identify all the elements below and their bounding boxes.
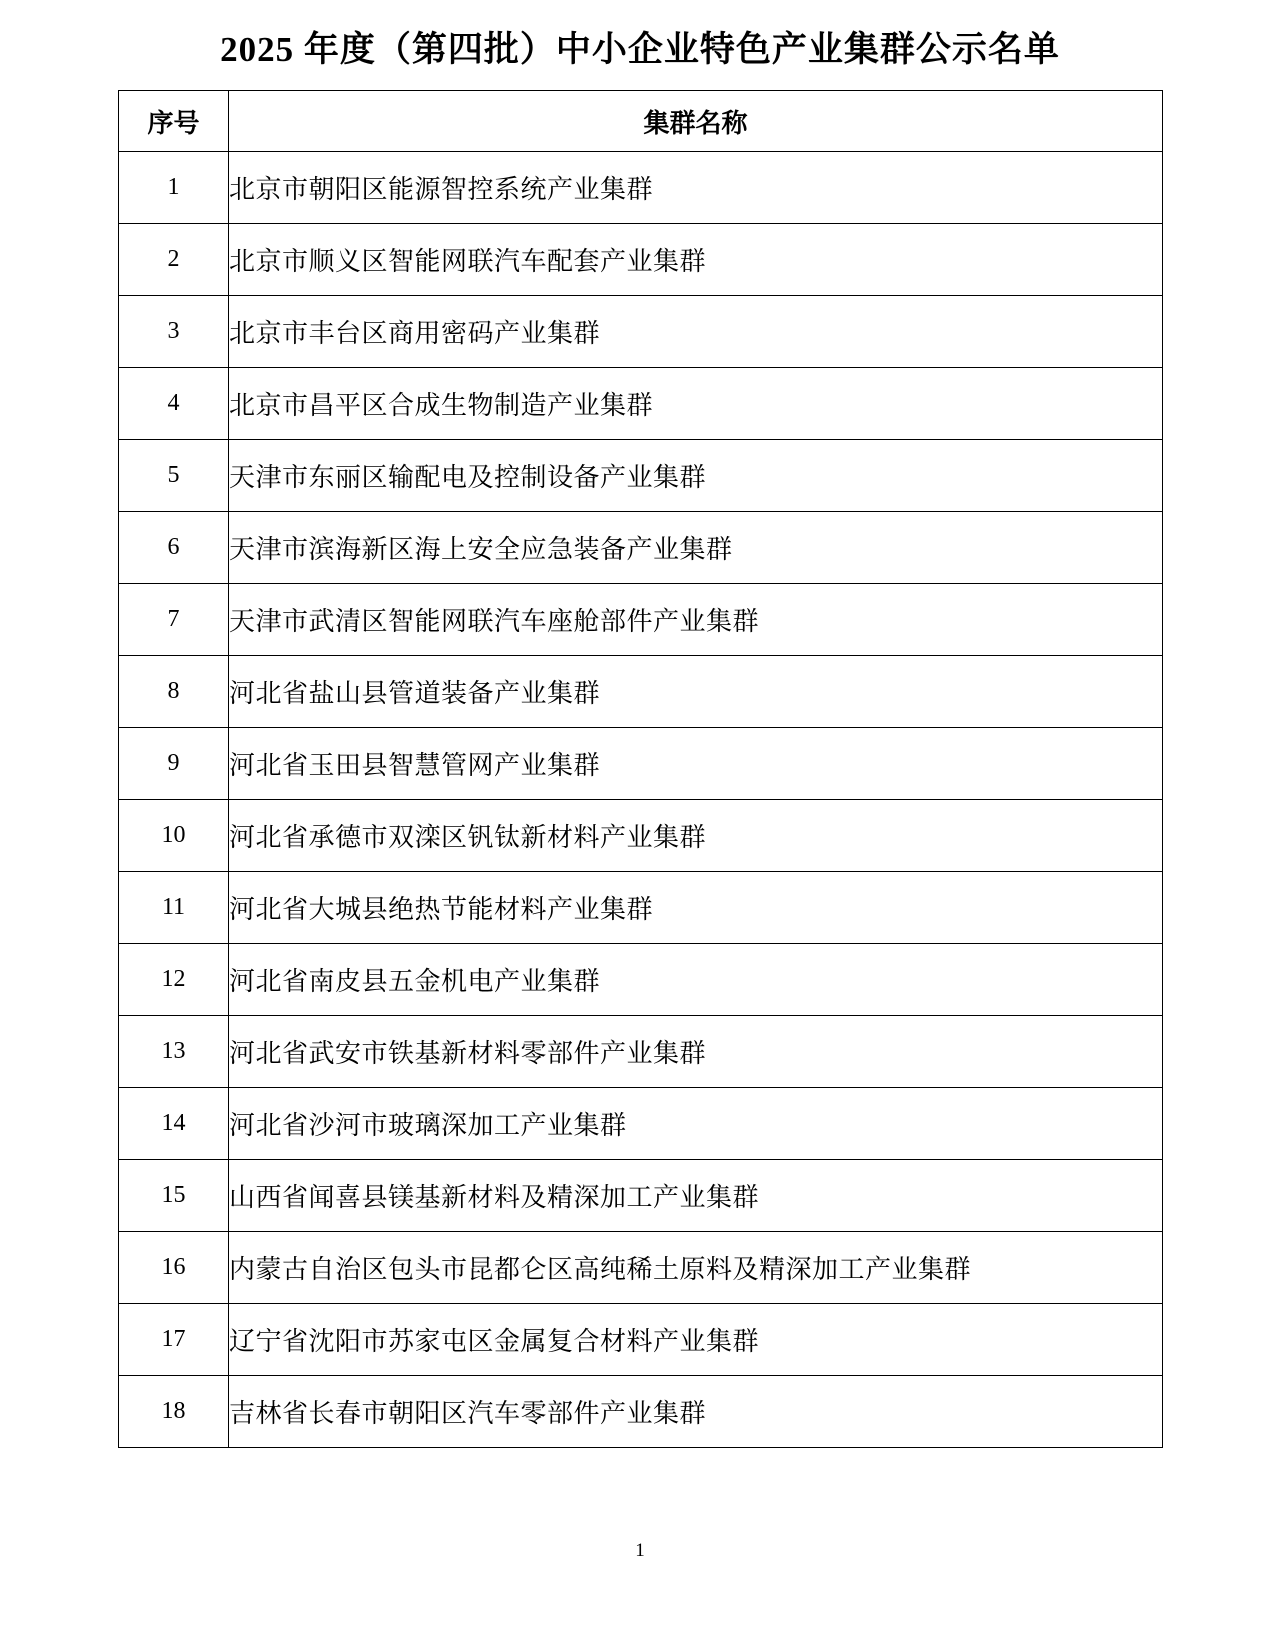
- row-index-cell: 5: [119, 440, 229, 512]
- table-header-row: [119, 91, 1163, 152]
- page-number: 1: [635, 1540, 645, 1561]
- cluster-name-cell: 天津市滨海新区海上安全应急装备产业集群: [229, 512, 1163, 584]
- row-index-cell: 4: [119, 368, 229, 440]
- cluster-name-cell: 北京市昌平区合成生物制造产业集群: [229, 368, 1163, 440]
- row-index-cell: 17: [119, 1304, 229, 1376]
- row-index-cell: 10: [119, 800, 229, 872]
- row-index-cell: 13: [119, 1016, 229, 1088]
- table-row: [119, 440, 1163, 512]
- table-body: [119, 152, 1163, 1448]
- row-index-cell: 11: [119, 872, 229, 944]
- table-row: [119, 1016, 1163, 1088]
- table-row: [119, 368, 1163, 440]
- cluster-name-cell: 内蒙古自治区包头市昆都仑区高纯稀土原料及精深加工产业集群: [229, 1232, 1163, 1304]
- cluster-name-cell: 北京市朝阳区能源智控系统产业集群: [229, 152, 1163, 224]
- cluster-name-cell: 河北省大城县绝热节能材料产业集群: [229, 872, 1163, 944]
- table-row: [119, 728, 1163, 800]
- table-row: [119, 800, 1163, 872]
- table-row: [119, 1160, 1163, 1232]
- table-row: [119, 944, 1163, 1016]
- row-index-cell: 16: [119, 1232, 229, 1304]
- column-header-name: 集群名称: [229, 91, 1163, 152]
- row-index-cell: 1: [119, 152, 229, 224]
- row-index-cell: 12: [119, 944, 229, 1016]
- table-row: [119, 1232, 1163, 1304]
- row-index-cell: 7: [119, 584, 229, 656]
- cluster-name-cell: 辽宁省沈阳市苏家屯区金属复合材料产业集群: [229, 1304, 1163, 1376]
- cluster-name-cell: 北京市丰台区商用密码产业集群: [229, 296, 1163, 368]
- table-row: [119, 224, 1163, 296]
- cluster-name-cell: 北京市顺义区智能网联汽车配套产业集群: [229, 224, 1163, 296]
- table-row: [119, 656, 1163, 728]
- document-page: [0, 22, 1280, 1628]
- cluster-name-cell: 吉林省长春市朝阳区汽车零部件产业集群: [229, 1376, 1163, 1448]
- table-row: [119, 296, 1163, 368]
- cluster-name-cell: 河北省沙河市玻璃深加工产业集群: [229, 1088, 1163, 1160]
- table-row: [119, 1088, 1163, 1160]
- cluster-name-cell: 河北省玉田县智慧管网产业集群: [229, 728, 1163, 800]
- table-row: [119, 1376, 1163, 1448]
- row-index-cell: 18: [119, 1376, 229, 1448]
- table-row: [119, 152, 1163, 224]
- row-index-cell: 3: [119, 296, 229, 368]
- page-title: 2025 年度（第四批）中小企业特色产业集群公示名单: [220, 30, 1060, 69]
- cluster-name-cell: 天津市武清区智能网联汽车座舱部件产业集群: [229, 584, 1163, 656]
- table-row: [119, 1304, 1163, 1376]
- cluster-name-cell: 河北省承德市双滦区钒钛新材料产业集群: [229, 800, 1163, 872]
- cluster-name-cell: 天津市东丽区输配电及控制设备产业集群: [229, 440, 1163, 512]
- table-header: [119, 91, 1163, 152]
- column-header-no: 序号: [119, 91, 229, 152]
- row-index-cell: 6: [119, 512, 229, 584]
- row-index-cell: 8: [119, 656, 229, 728]
- cluster-name-cell: 河北省南皮县五金机电产业集群: [229, 944, 1163, 1016]
- row-index-cell: 15: [119, 1160, 229, 1232]
- cluster-table: [118, 90, 1163, 1448]
- table-row: [119, 512, 1163, 584]
- table-row: [119, 584, 1163, 656]
- cluster-name-cell: 河北省武安市铁基新材料零部件产业集群: [229, 1016, 1163, 1088]
- row-index-cell: 2: [119, 224, 229, 296]
- cluster-table-wrapper: [118, 90, 1162, 1448]
- row-index-cell: 14: [119, 1088, 229, 1160]
- cluster-name-cell: 山西省闻喜县镁基新材料及精深加工产业集群: [229, 1160, 1163, 1232]
- cluster-name-cell: 河北省盐山县管道装备产业集群: [229, 656, 1163, 728]
- table-row: [119, 872, 1163, 944]
- row-index-cell: 9: [119, 728, 229, 800]
